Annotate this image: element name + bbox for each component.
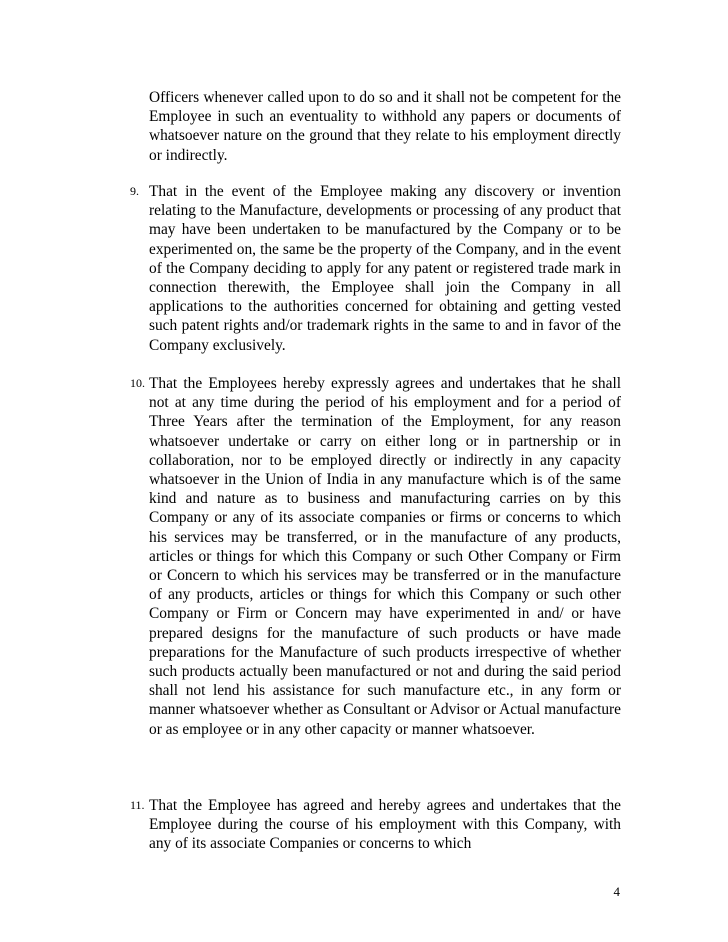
clause-10-number: 10. (130, 376, 145, 390)
page-number: 4 (613, 884, 620, 899)
clause-11-number: 11. (130, 798, 145, 812)
clause-9-text: That in the event of the Employee making any discovery or invention relating to the Manufacture, developments or processing of any product that may have been undertaken to be manufactured by the Company or to be experimented on, the same be the property of the Company, and in the event of the Company deciding to apply for any patent or registered trade mark in connection therewith, the Employee shall join the Company in all applications to the authorities concerned for obtaining and getting vested such patent rights and/or trademark rights in the same to and in favor of the Company exclusively. (149, 183, 621, 354)
continuation-paragraph: Officers whenever called upon to do so and it shall not be competent for the Employee in such an eventuality to withhold any papers or documents of whatsoever nature on the ground that they relate to his employment directly or indirectly. (149, 89, 621, 164)
clause-11-text: That the Employee has agreed and hereby agrees and undertakes that the Employee during the course of his employment with this Company, with any of its associate Companies or concerns to which (149, 797, 621, 853)
clause-10-text: That the Employees hereby expressly agrees and undertakes that he shall not at any time during the period of his employment and for a period of Three Years after the termination of the Employment, for any reason whatsoever undertake or carry on either long or in partnership or in collaboration, nor to be employed directly or indirectly in any capacity whatsoever in the Union of India in any manufacture which is of the same kind and nature as to business and manufacturing carries on by this Company or any of its associate companies or firms or concerns to which his services may be transferred, or in the manufacture of any products, articles or things for which this Company or such Other Company or Firm or Concern to which his services may be transferred or in the manufacture of any products, articles or things for which this Company or such other Company or Firm or Concern may have experimented in and/ or have prepared designs for the manufacture of such products or have made preparations for the Manufacture of such products irrespective of whether such products actually been manufactured or not and during the said period shall not lend his assistance for such manufacture etc., in any form or manner whatsoever whether as Consultant or Advisor or Actual manufacture or as employee or in any other capacity or manner whatsoever. (149, 375, 621, 738)
clause-9-number: 9. (130, 184, 139, 198)
